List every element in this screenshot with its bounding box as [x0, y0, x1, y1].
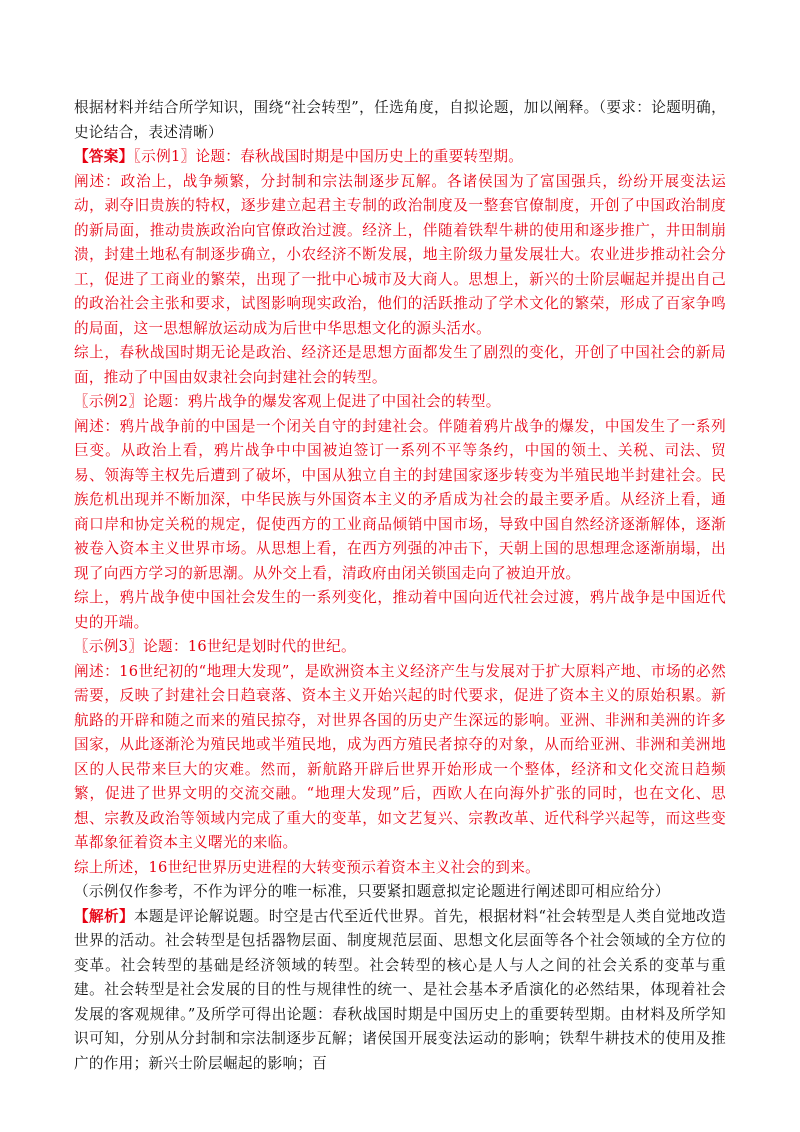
answer-example1-title [74, 145, 726, 170]
scoring-note: （示例仅作参考，不作为评分的唯一标准，只要紧扣题意拟定论题进行阐述即可相应给分） [74, 883, 670, 900]
example2-title: 〖示例2〗论题：鸦片战争的爆发客观上促进了中国社会的转型。 [74, 393, 501, 410]
example1-summary: 综上，春秋战国时期无论是政治、经济还是思想方面都发生了剧烈的变化，开创了中国社会的新局面，推动了中国由奴隶社会向封建社会的转型。 [74, 344, 726, 386]
example3-title: 〖示例3〗论题：16世纪是划时代的世纪。 [74, 638, 356, 655]
example3-summary: 综上所述，16世纪世界历史进程的大转变预示着资本主义社会的到来。 [74, 858, 540, 876]
example2-summary: 综上，鸦片战争使中国社会发生的一系列变化，推动着中国向近代社会过渡，鸦片战争是中国近代史的开端。 [74, 589, 726, 631]
answer-tag: 【答案】 [74, 148, 134, 165]
example3-body: 阐述：16世纪初的“地理大发现”，是欧洲资本主义经济产生与发展对于扩大原料产地、市场的必然需要，反映了封建社会日趋衰落、资本主义开始兴起的时代要求，促进了资本主义的原始积累。新航路的开辟和随之而来的殖民掠夺，对世界各国的历史产生深远的影响。亚洲、非洲和美洲的许多国家，从此逐渐沦为殖民地或半殖民地，成为西方殖民者掠夺的对象，从而给亚洲、非洲和美洲地区的人民带来巨大的灾难。然而，新航路开辟后世界开始形成一个整体，经济和文化交流日趋频繁，促进了世界文明的交流交融。“地理大发现”后，西欧人在向海外扩张的同时，也在文化、思想、宗教及政治等领域内完成了重大的变革，如文艺复兴、宗教改革、近代科学兴起等，而这些变革都象征着资本主义曙光的来临。 [74, 662, 726, 851]
example1-body: 阐述：政治上，战争频繁，分封制和宗法制逐步瓦解。各诸侯国为了富国强兵，纷纷开展变法运动，剥夺旧贵族的特权，逐步建立起君主专制的政治制度及一整套官僚制度，开创了中国政治制度的新局面，推动贵族政治向官僚政治过渡。经济上，伴随着铁犁牛耕的使用和逐步推广，井田制崩溃，封建土地私有制逐步确立，小农经济不断发展，地主阶级力量发展壮大。农业进步推动社会分工，促进了工商业的繁荣，出现了一批中心城市及大商人。思想上，新兴的士阶层崛起并提出自己的政治社会主张和要求，试图影响现实政治，他们的活跃推动了学术文化的繁荣，形成了百家争鸣的局面，这一思想解放运动成为后世中华思想文化的源头活水。 [74, 172, 726, 337]
analysis-paragraph [74, 905, 726, 1077]
analysis-tag: 【解析】 [74, 907, 134, 925]
question-text: 根据材料并结合所学知识，围绕“社会转型”，任选角度，自拟论题，加以阐释。（要求：论题明确，史论结合，表述清晰） [74, 99, 726, 141]
example2-body: 阐述：鸦片战争前的中国是一个闭关自守的封建社会。伴随着鸦片战争的爆发，中国发生了一系列巨变。从政治上看，鸦片战争中中国被迫签订一系列不平等条约，中国的领土、关税、司法、贸易、领海等主权先后遭到了破坏，中国从独立自主的封建国家逐步转变为半殖民地半封建社会。民族危机出现并不断加深，中华民族与外国资本主义的矛盾成为社会的最主要矛盾。从经济上看，通商口岸和协定关税的规定，促使西方的工业商品倾销中国市场，导致中国自然经济逐渐解体，逐渐被卷入资本主义世界市场。从思想上看，在西方列强的冲击下，天朝上国的思想理念逐渐崩塌，出现了向西方学习的新思潮。从外交上看，清政府由闭关锁国走向了被迫开放。 [74, 417, 726, 582]
analysis-body: 本题是评论解说题。时空是古代至近代世界。首先，根据材料“社会转型是人类自觉地改造世界的活动。社会转型是包括器物层面、制度规范层面、思想文化层面等各个社会领域的全方位的变革。社会转型的基础是经济领域的转型。社会转型的核心是人与人之间的社会关系的变革与重建。社会转型是社会发展的目的性与规律性的统一、是社会基本矛盾演化的必然结果，体现着社会发展的客观规律。”及所学可得出论题：春秋战国时期是中国历史上的重要转型期。由材料及所学知识可知，分别从分封制和宗法制逐步瓦解；诸侯国开展变法运动的影响；铁犁牛耕技术的使用及推广的作用；新兴士阶层崛起的影响；百 [74, 907, 727, 1072]
example1-title-text: 〖示例1〗论题：春秋战国时期是中国历史上的重要转型期。 [133, 148, 524, 165]
document-page [74, 96, 726, 1076]
